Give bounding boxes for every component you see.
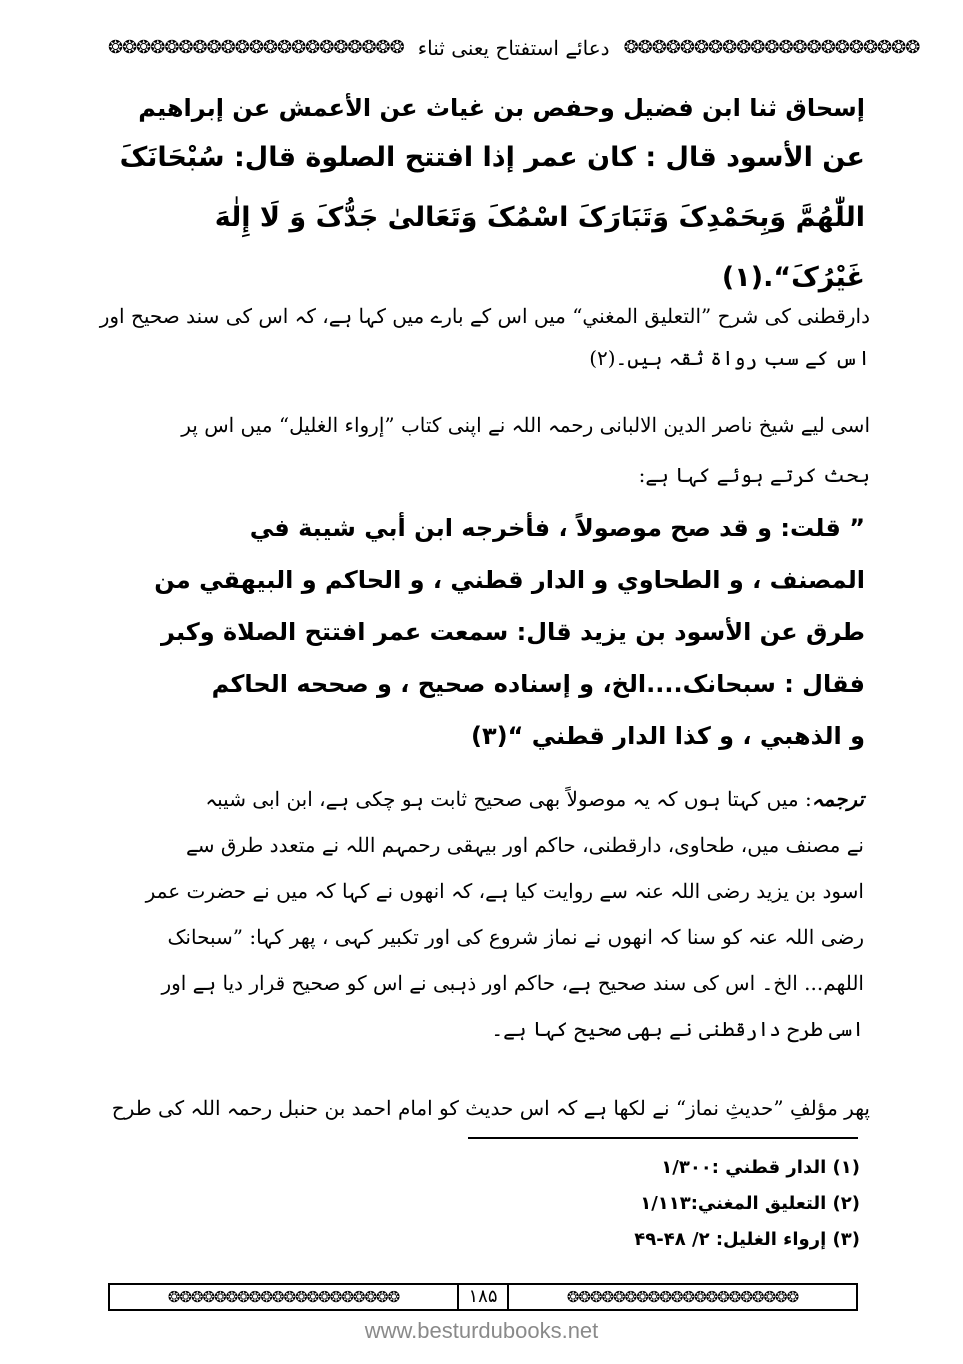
header-ornament-left: ❂❂❂❂❂❂❂❂❂❂❂❂❂❂❂❂❂❂❂❂❂ — [108, 37, 404, 58]
urdu-line: اسی لیے شیخ ناصر الدین الالبانی رحمہ اللہ نے اپنی کتاب ”إرواء الغليل“ میں اس پر — [181, 413, 870, 437]
page-header — [108, 28, 920, 68]
footnote-1: (۱) الدار قطني :۱/۳۰۰ — [661, 1157, 860, 1178]
urdu-line: دارقطنی کی شرح ”التعليق المغني“ میں اس کے بارے میں کہا ہے، کہ اس کی سند صحیح اور — [99, 304, 870, 328]
footnote-3: (۳) إرواء الغليل: ۲/ ۴۸-۴۹ — [634, 1229, 860, 1250]
page-number: ۱۸۵ — [457, 1285, 509, 1309]
arabic-quote-line: المصنف ، و الطحاوي و الدار قطني ، و الحاكم و البيهقي من — [154, 566, 865, 594]
footnotes — [300, 1150, 860, 1258]
translation-line: اسود بن یزید رضی اللہ عنہ سے روایت کیا ہے، کہ انھوں نے کہا کہ میں نے حضرت عمر — [145, 879, 864, 903]
arabic-quote-line: ” قلت: و قد صح موصولاً ، فأخرجه ابن أبي شيبة في — [249, 514, 865, 542]
footer-ornament-left: ❂❂❂❂❂❂❂❂❂❂❂❂❂❂❂❂❂❂❂❂ — [167, 1288, 400, 1306]
arabic-hadith-line: إسحاق ثنا ابن فضيل وحفص بن غياث عن الأعمش عن إبراهيم — [138, 94, 865, 122]
arabic-quote-line: فقال : سبحانک....الخ، و إسناده صحيح ، و صححه الحاكم — [211, 670, 865, 698]
final-paragraph — [108, 1088, 870, 1128]
website-watermark: www.besturdubooks.net — [364, 1318, 599, 1343]
translation-label: ترجمہ — [811, 787, 864, 811]
final-line: پھر مؤلفِ ”حدیثِ نماز“ نے لکھا ہے کہ اس حدیث کو امام احمد بن حنبل رحمہ اللہ کی طرح — [111, 1096, 870, 1120]
footer-ornament-right: ❂❂❂❂❂❂❂❂❂❂❂❂❂❂❂❂❂❂❂❂ — [566, 1288, 799, 1306]
page-footer-bar — [108, 1283, 858, 1311]
arabic-hadith-line: عن الأسود قال : كان عمر إذا افتتح الصلوة قال: سُبْحَانَکَ — [119, 142, 865, 173]
arabic-quote-block — [120, 502, 865, 762]
arabic-hadith-line: اللّٰهُمَّ وَبِحَمْدِکَ وَتَبَارَکَ اسْمُکَ وَتَعَالیٰ جَدُّکَ وَ لَا إِلٰهَ — [214, 202, 865, 233]
urdu-line: بحث کرتے ہوئے کہا ہے: — [638, 463, 870, 487]
urdu-paragraph-2 — [110, 400, 870, 500]
urdu-line: اس کے سب رواۃ ثقہ ہیں۔(۲) — [589, 346, 870, 370]
footnote-divider — [468, 1137, 858, 1139]
arabic-quote-line: طرق عن الأسود بن يزيد قال: سمعت عمر افتتح الصلاة وكبر — [161, 618, 865, 646]
translation-line: رضی اللہ عنہ کو سنا کہ انھوں نے نماز شروع کی اور تکبیر کہی ، پھر کہا: ”سبحانک — [167, 925, 864, 949]
translation-line — [112, 776, 864, 822]
header-ornament-right: ❂❂❂❂❂❂❂❂❂❂❂❂❂❂❂❂❂❂❂❂❂ — [623, 37, 920, 58]
header-title: دعائے استفتاح یعنی ثناء — [417, 36, 610, 60]
translation-line: اللهم... الخ۔ اس کی سند صحیح ہے، حاکم اور ذہبی نے اس کو صحیح قرار دیا ہے اور — [161, 971, 864, 995]
arabic-hadith-block — [120, 88, 865, 308]
urdu-paragraph-1 — [99, 295, 870, 379]
footnote-2: (۲) التعليق المغني:۱/۱۱۳ — [640, 1193, 860, 1214]
translation-block — [112, 776, 864, 1052]
translation-line: نے مصنف میں، طحاوی، دارقطنی، حاکم اور بیہقی رحمہم اللہ نے متعدد طرق سے — [186, 833, 864, 857]
arabic-hadith-line: غَيْرُکَ“.(۱) — [721, 262, 865, 293]
arabic-quote-line: و الذهبي ، و كذا الدار قطني “(۳) — [471, 722, 865, 750]
translation-line: اسی طرح دارقطنی نے بھی صحیح کہا ہے۔ — [491, 1017, 864, 1041]
translation-text: : میں کہتا ہوں کہ یہ موصولاً بھی صحیح ثابت ہو چکی ہے، ابن ابی شیبہ — [205, 787, 812, 811]
